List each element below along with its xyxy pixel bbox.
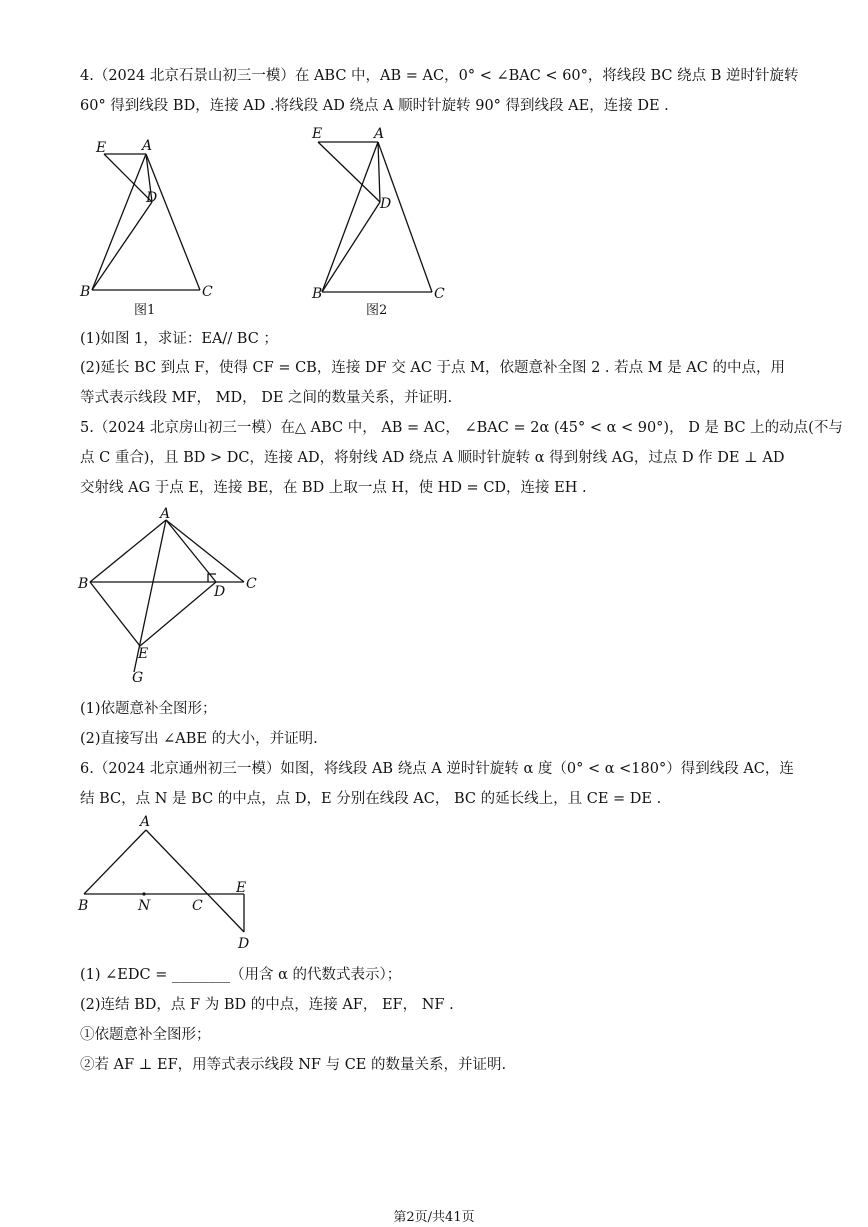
label-B: B [78,576,89,592]
label-E: E [96,140,107,156]
label-C: C [202,284,213,300]
problem4-question2-line2: 等式表示线段 MF， MD， DE 之间的数量关系，并证明. [80,390,453,406]
label-C: C [434,286,445,302]
label-E: E [312,126,323,142]
label-A: A [374,126,385,142]
label-G: G [132,670,144,686]
problem5-line3: 交射线 AG 于点 E，连接 BE，在 BD 上取一点 H，使 HD = CD，连接 EH . [80,480,587,496]
figure2-caption: 图2 [366,303,388,318]
problem4-question1: (1)如图 1，求证：EA// BC ； [80,331,278,347]
problem4-question2-line1: (2)延长 BC 到点 F，使得 CF = CB，连接 DF 交 AC 于点 M，依题意补全图 2 . 若点 M 是 AC 的中点，用 [80,360,785,376]
label-E: E [138,646,149,662]
label-D: D [238,936,250,952]
problem6-question2b: ②若 AF ⊥ EF，用等式表示线段 NF 与 CE 的数量关系，并证明. [80,1057,507,1073]
problem6-question1: (1) ∠EDC = ________（用含 α 的代数式表示）； [80,967,402,983]
problem5-question2: (2)直接写出 ∠ABE 的大小，并证明. [80,731,318,747]
label-A: A [142,138,153,154]
problem5-figure [76,506,266,688]
label-A: A [160,506,171,522]
label-C: C [246,576,257,592]
label-D: D [214,584,226,600]
label-C: C [192,898,203,914]
label-B: B [78,898,89,914]
problem6-question2: (2)连结 BD，点 F 为 BD 的中点，连接 AF， EF， NF . [80,997,454,1013]
label-B: B [312,286,323,302]
problem5-question1: (1)依题意补全图形； [80,701,217,717]
problem6-figure [74,814,264,954]
label-E: E [236,880,247,896]
page-footer: 第2页/共41页 [393,1210,475,1225]
problem4-line2: 60° 得到线段 BD，连接 AD .将线段 AD 绕点 A 顺时针旋转 90° 得到线段 AE，连接 DE . [80,98,669,114]
problem6-line1: 6.（2024 北京通州初三一模）如图，将线段 AB 绕点 A 逆时针旋转 α 度（0° < α <180°）得到线段 AC，连 [80,761,794,777]
problem4-figure2 [310,124,460,320]
problem5-line1: 5.（2024 北京房山初三一模）在△ ABC 中， AB = AC， ∠BAC = 2α (45° < α < 90°)， D 是 BC 上的动点(不与 [80,420,843,436]
label-D: D [380,196,392,212]
label-N: N [138,898,151,914]
point-N [142,892,145,895]
figure1-caption: 图1 [134,303,156,318]
label-D: D [146,190,158,206]
problem6-question2a: ①依题意补全图形； [80,1027,211,1043]
label-B: B [80,284,91,300]
problem5-line2: 点 C 重合)，且 BD > DC，连接 AD，将射线 AD 绕点 A 顺时针旋转 α 得到射线 AG，过点 D 作 DE ⊥ AD [80,450,785,466]
problem6-line2: 结 BC，点 N 是 BC 的中点，点 D，E 分别在线段 AC， BC 的延长线上，且 CE = DE . [80,791,662,807]
problem4-figure1 [80,130,230,320]
label-A: A [140,814,151,830]
problem4-line1: 4.（2024 北京石景山初三一模）在 ABC 中，AB = AC，0° < ∠BAC < 60°，将线段 BC 绕点 B 逆时针旋转 [80,68,799,84]
